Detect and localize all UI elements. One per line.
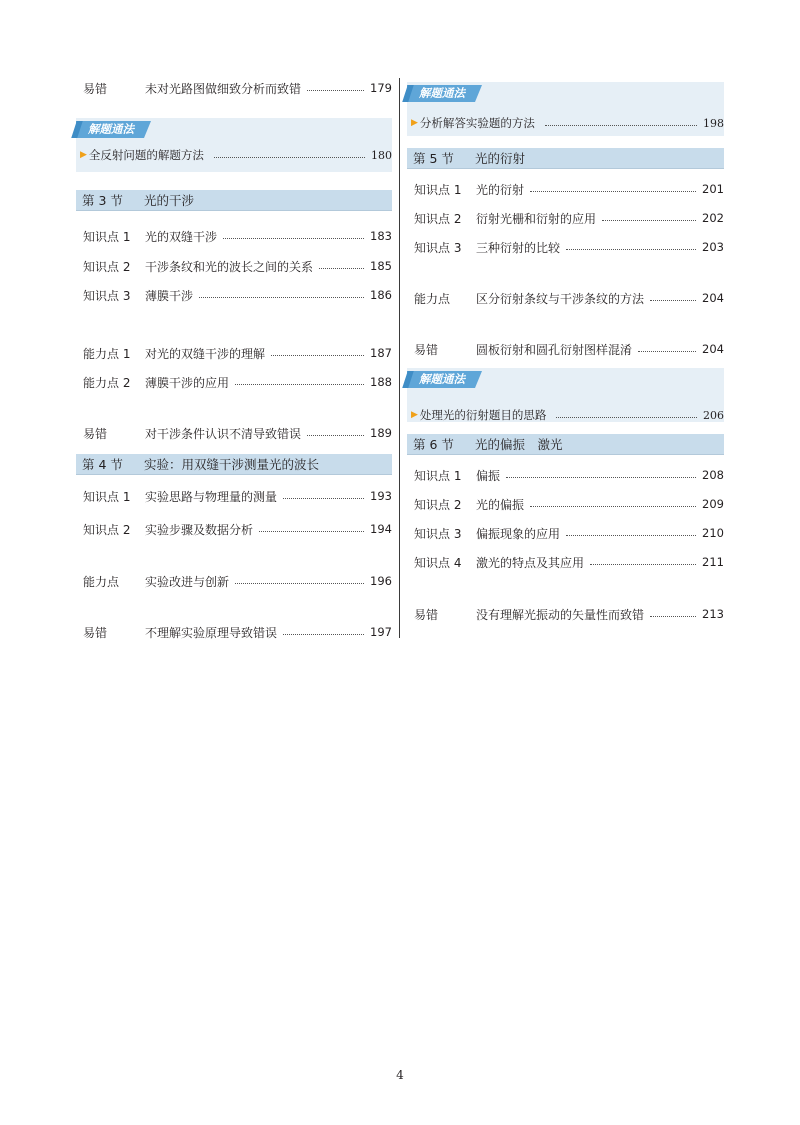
leader-dots — [650, 616, 696, 617]
leader-dots — [259, 531, 364, 532]
entry-title: 光的偏振 — [476, 497, 525, 512]
entry-title: 实验改进与创新 — [145, 574, 230, 589]
entry-label: 能力点 — [414, 291, 451, 306]
leader-dots — [319, 268, 364, 269]
entry-label: 易错 — [414, 607, 439, 622]
method-title: 分析解答实验题的方法 — [419, 116, 535, 130]
toc-entry[interactable] — [83, 486, 392, 506]
leader-dots — [530, 191, 696, 192]
toc-entry[interactable] — [83, 285, 392, 305]
entry-title: 区分衍射条纹与干涉条纹的方法 — [476, 291, 645, 306]
entry-page: 204 — [702, 342, 724, 356]
method-page: 198 — [703, 116, 724, 130]
leader-dots — [602, 220, 696, 221]
entry-label: 知识点 3 — [83, 288, 131, 303]
toc-entry[interactable] — [414, 494, 724, 514]
entry-page: 208 — [702, 468, 724, 482]
entry-label: 知识点 1 — [414, 468, 462, 483]
leader-dots — [556, 417, 697, 418]
entry-label: 能力点 2 — [83, 375, 131, 390]
entry-page: 196 — [370, 574, 392, 588]
entry-page: 202 — [702, 211, 724, 225]
toc-entry[interactable] — [414, 552, 724, 572]
toc-entry[interactable] — [83, 78, 392, 98]
toc-entry[interactable] — [414, 208, 724, 228]
method-title: 全反射问题的解题方法 — [88, 148, 204, 162]
method-box — [76, 118, 392, 172]
leader-dots — [235, 583, 364, 584]
toc-entry[interactable] — [414, 604, 724, 624]
section-number: 第 5 节 — [413, 151, 454, 166]
entry-title: 没有理解光振动的矢量性而致错 — [476, 607, 645, 622]
leader-dots — [235, 384, 364, 385]
leader-dots — [506, 477, 696, 478]
entry-label: 易错 — [83, 81, 108, 96]
toc-entry[interactable] — [83, 372, 392, 392]
entry-label: 知识点 1 — [414, 182, 462, 197]
method-box — [407, 82, 724, 136]
toc-left-column — [76, 78, 392, 642]
entry-label: 能力点 — [83, 574, 120, 589]
leader-dots — [638, 351, 696, 352]
entry-title: 偏振 — [476, 468, 501, 483]
leader-dots — [283, 634, 364, 635]
entry-title: 薄膜干涉的应用 — [145, 375, 230, 390]
entry-page: 185 — [370, 259, 392, 273]
entry-page: 211 — [702, 555, 724, 569]
entry-page: 194 — [370, 522, 392, 536]
method-entry[interactable] — [407, 404, 724, 426]
entry-label: 知识点 2 — [83, 259, 131, 274]
entry-title: 光的衍射 — [476, 182, 525, 197]
entry-page: 179 — [370, 81, 392, 95]
entry-title: 干涉条纹和光的波长之间的关系 — [145, 259, 314, 274]
leader-dots — [214, 157, 365, 158]
section-number: 第 4 节 — [82, 457, 123, 472]
toc-right-column — [407, 78, 724, 624]
entry-page: 186 — [370, 288, 392, 302]
method-tag: 解题通法 — [407, 371, 475, 388]
entry-title: 圆板衍射和圆孔衍射图样混淆 — [476, 342, 633, 357]
section-header-5[interactable] — [407, 148, 724, 169]
leader-dots — [650, 300, 696, 301]
toc-entry[interactable] — [83, 519, 392, 539]
entry-label: 知识点 2 — [83, 522, 131, 537]
toc-entry[interactable] — [414, 237, 724, 257]
toc-entry[interactable] — [414, 465, 724, 485]
leader-dots — [223, 238, 364, 239]
leader-dots — [307, 435, 364, 436]
entry-page: 189 — [370, 426, 392, 440]
leader-dots — [307, 90, 364, 91]
entry-label: 知识点 2 — [414, 211, 462, 226]
entry-label: 易错 — [414, 342, 439, 357]
section-number: 第 6 节 — [413, 437, 454, 452]
entry-label: 知识点 1 — [83, 229, 131, 244]
page-number: 4 — [396, 1068, 404, 1082]
leader-dots — [271, 355, 364, 356]
section-header-6[interactable] — [407, 434, 724, 455]
leader-dots — [530, 506, 696, 507]
entry-title: 衍射光栅和衍射的应用 — [476, 211, 597, 226]
entry-title: 偏振现象的应用 — [476, 526, 561, 541]
entry-page: 204 — [702, 291, 724, 305]
entry-title: 实验步骤及数据分析 — [145, 522, 254, 537]
entry-label: 知识点 3 — [414, 526, 462, 541]
toc-entry[interactable] — [83, 423, 392, 443]
entry-page: 197 — [370, 625, 392, 639]
toc-entry[interactable] — [414, 339, 724, 359]
entry-label: 易错 — [83, 625, 108, 640]
entry-label: 知识点 1 — [83, 489, 131, 504]
entry-page: 209 — [702, 497, 724, 511]
toc-entry[interactable] — [83, 256, 392, 276]
section-title: 实验：用双缝干涉测量光的波长 — [144, 457, 320, 472]
entry-page: 213 — [702, 607, 724, 621]
arrow-icon: ▶ — [411, 410, 418, 420]
leader-dots — [283, 498, 364, 499]
method-tag: 解题通法 — [407, 85, 475, 102]
arrow-icon: ▶ — [80, 150, 87, 160]
leader-dots — [545, 125, 697, 126]
entry-label: 知识点 2 — [414, 497, 462, 512]
leader-dots — [590, 564, 696, 565]
method-entry[interactable] — [76, 144, 392, 166]
entry-label: 能力点 1 — [83, 346, 131, 361]
entry-page: 187 — [370, 346, 392, 360]
toc-entry[interactable] — [414, 179, 724, 199]
entry-title: 对光的双缝干涉的理解 — [145, 346, 266, 361]
toc-entry[interactable] — [414, 523, 724, 543]
section-header-4[interactable] — [76, 454, 392, 475]
entry-title: 三种衍射的比较 — [476, 240, 561, 255]
entry-label: 易错 — [83, 426, 108, 441]
leader-dots — [199, 297, 364, 298]
entry-title: 激光的特点及其应用 — [476, 555, 585, 570]
entry-page: 188 — [370, 375, 392, 389]
method-page: 206 — [703, 408, 724, 422]
method-title: 处理光的衍射题目的思路 — [419, 408, 547, 422]
leader-dots — [566, 535, 696, 536]
entry-label: 知识点 4 — [414, 555, 462, 570]
leader-dots — [566, 249, 696, 250]
method-tag: 解题通法 — [76, 121, 144, 138]
entry-page: 203 — [702, 240, 724, 254]
entry-page: 183 — [370, 229, 392, 243]
toc-entry[interactable] — [83, 226, 392, 246]
toc-entry[interactable] — [83, 343, 392, 363]
entry-page: 210 — [702, 526, 724, 540]
entry-title: 实验思路与物理量的测量 — [145, 489, 278, 504]
method-entry[interactable] — [407, 112, 724, 134]
entry-title: 光的双缝干涉 — [145, 229, 218, 244]
section-header-3[interactable] — [76, 190, 392, 211]
entry-title: 对干涉条件认识不清导致错误 — [145, 426, 302, 441]
entry-page: 193 — [370, 489, 392, 503]
entry-title: 薄膜干涉 — [145, 288, 194, 303]
toc-entry[interactable] — [414, 288, 724, 308]
method-page: 180 — [371, 148, 392, 162]
entry-page: 201 — [702, 182, 724, 196]
entry-title: 未对光路图做细致分析而致错 — [145, 81, 302, 96]
section-title: 光的干涉 — [144, 193, 195, 208]
arrow-icon: ▶ — [411, 118, 418, 128]
toc-entry[interactable] — [83, 571, 392, 591]
section-title: 光的偏振 激光 — [475, 437, 563, 452]
column-divider — [399, 78, 400, 638]
entry-title: 不理解实验原理导致错误 — [145, 625, 278, 640]
toc-entry[interactable] — [83, 622, 392, 642]
section-number: 第 3 节 — [82, 193, 123, 208]
section-title: 光的衍射 — [475, 151, 526, 166]
method-box — [407, 368, 724, 422]
entry-label: 知识点 3 — [414, 240, 462, 255]
